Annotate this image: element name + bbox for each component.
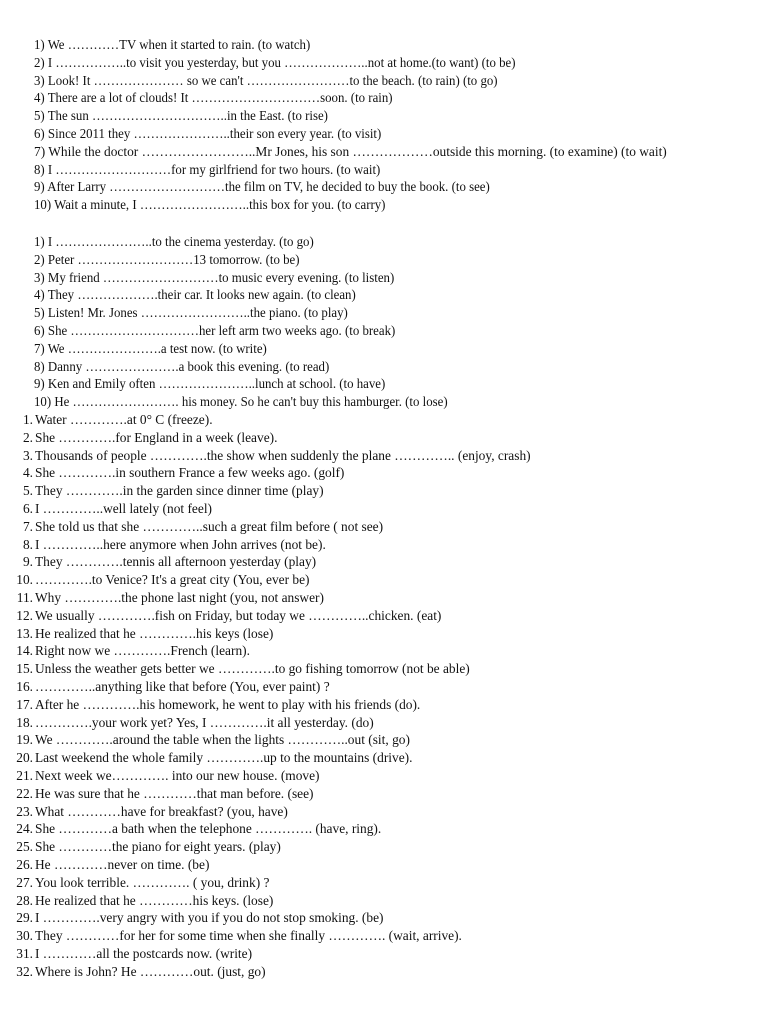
exercise-line: 8) I ………………………for my girlfriend for two hours. (to wait): [34, 161, 381, 177]
exercise-line: 10) Wait a minute, I ……………………..this box for you. (to carry): [34, 197, 386, 213]
exercise-line: 1) I …………………..to the cinema yesterday. (to go): [34, 234, 314, 249]
exercise-line: 6) She …………………………her left arm two weeks ago. (to break): [34, 322, 396, 338]
exercise-line: 9) Ken and Emily often …………………..lunch at school. (to have): [34, 376, 386, 392]
numbered-exercise-item: [0, 536, 750, 554]
numbered-exercise-item: [0, 714, 750, 732]
item-number: 1.: [22, 412, 33, 427]
item-number: 15.: [16, 661, 33, 677]
item-number: 8.: [22, 536, 33, 552]
exercise-line: 2) Peter ………………………13 tomorrow. (to be): [34, 251, 300, 267]
numbered-exercise-item: [0, 909, 750, 927]
numbered-exercise-item: [0, 696, 750, 714]
numbered-exercise-item: [0, 500, 750, 518]
numbered-exercise-item: [0, 785, 750, 803]
item-number: 13.: [16, 625, 33, 641]
item-text: ………….your work yet? Yes, I ………….it all yesterday. (do): [35, 714, 374, 730]
item-text: They ………….tennis all afternoon yesterday (play): [35, 554, 317, 570]
item-number: 18.: [16, 714, 33, 730]
item-text: She told us that she …………..such a great film before ( not see): [35, 518, 384, 534]
item-text: I …………all the postcards now. (write): [35, 945, 253, 961]
item-text: …………..anything like that before (You, ever paint) ?: [35, 678, 330, 694]
item-number: 27.: [16, 874, 33, 890]
item-number: 12.: [16, 607, 33, 623]
item-number: 5.: [22, 483, 33, 499]
item-text: He realized that he …………his keys. (lose): [35, 892, 274, 908]
item-number: 16.: [16, 678, 33, 694]
item-number: 20.: [16, 750, 33, 766]
item-number: 32.: [16, 963, 33, 979]
item-text: They ………….in the garden since dinner time (play): [35, 483, 324, 499]
exercise-line: 4) There are a lot of clouds! It …………………………soon. (to rain): [34, 90, 393, 106]
numbered-exercise-item: [0, 571, 750, 589]
item-text: Water ………….at 0° C (freeze).: [35, 412, 213, 427]
item-text: Right now we ………….French (learn).: [35, 643, 250, 659]
exercise-line: 7) While the doctor ……………………..Mr Jones, his son ………………outside this morning. (to examine) (to wait): [34, 143, 667, 159]
exercise-line: 8) Danny ………………….a book this evening. (to read): [34, 358, 330, 374]
item-text: We ………….around the table when the lights …………..out (sit, go): [35, 732, 410, 748]
item-text: Last weekend the whole family ………….up to the mountains (drive).: [35, 750, 413, 766]
item-text: He …………never on time. (be): [35, 856, 210, 872]
item-number: 26.: [16, 856, 33, 872]
numbered-exercise-item: [0, 553, 750, 571]
item-number: 17.: [16, 696, 33, 712]
numbered-exercise-item: [0, 411, 750, 429]
exercise-line: 3) Look! It ………………… so we can't ……………………to the beach. (to rain) (to go): [34, 72, 498, 88]
item-text: I ………….very angry with you if you do not stop smoking. (be): [35, 910, 384, 926]
numbered-exercise-item: [0, 963, 750, 981]
exercise-section-b: [34, 233, 750, 411]
item-text: I …………..here anymore when John arrives (not be).: [35, 536, 326, 552]
item-number: 21.: [16, 767, 33, 783]
item-text: We usually ………….fish on Friday, but today we …………..chicken. (eat): [35, 607, 442, 623]
numbered-exercise-item: [0, 589, 750, 607]
item-text: She …………a bath when the telephone …………. (have, ring).: [35, 821, 382, 837]
numbered-exercise-item: [0, 856, 750, 874]
exercise-line: 10) He ……………………. his money. So he can't buy this hamburger. (to lose): [34, 394, 448, 410]
numbered-exercise-item: [0, 803, 750, 821]
item-number: 7.: [22, 518, 33, 534]
item-number: 31.: [16, 945, 33, 961]
numbered-exercise-item: [0, 927, 750, 945]
numbered-exercise-item: [0, 820, 750, 838]
exercise-line: 5) Listen! Mr. Jones ……………………..the piano. (to play): [34, 305, 348, 321]
exercise-line: 2) I ……………..to visit you yesterday, but you ………………..not at home.(to want) (to be): [34, 54, 516, 70]
item-text: He realized that he ………….his keys (lose): [35, 625, 274, 641]
item-text: After he ………….his homework, he went to play with his friends (do).: [35, 696, 421, 712]
item-text: They …………for her for some time when she finally …………. (wait, arrive).: [35, 928, 462, 944]
numbered-exercise-item: [0, 642, 750, 660]
numbered-exercise-item: [0, 838, 750, 856]
item-number: 24.: [16, 821, 33, 837]
numbered-exercise-item: [0, 660, 750, 678]
item-number: 4.: [22, 465, 33, 481]
item-text: Unless the weather gets better we ………….to go fishing tomorrow (not be able): [35, 661, 470, 677]
item-number: 14.: [16, 643, 33, 659]
item-text: She ………….for England in a week (leave).: [35, 429, 278, 445]
item-number: 11.: [16, 589, 33, 605]
numbered-exercise-item: [0, 731, 750, 749]
numbered-exercise-item: [0, 767, 750, 785]
exercise-section-a: [34, 36, 750, 214]
numbered-exercise-item: [0, 429, 750, 447]
item-text: Thousands of people ………….the show when suddenly the plane ………….. (enjoy, crash): [35, 447, 531, 463]
item-number: 6.: [22, 500, 33, 516]
item-text: What …………have for breakfast? (you, have): [35, 803, 288, 819]
exercise-line: 5) The sun …………………………..in the East. (to rise): [34, 108, 328, 124]
numbered-exercise-item: [0, 518, 750, 536]
item-number: 10.: [16, 572, 33, 588]
exercise-line: 3) My friend ………………………to music every evening. (to listen): [34, 269, 395, 285]
exercise-line: 6) Since 2011 they …………………..their son every year. (to visit): [34, 125, 382, 141]
item-text: She …………the piano for eight years. (play): [35, 839, 281, 855]
item-number: 29.: [16, 910, 33, 926]
item-text: He was sure that he …………that man before. (see): [35, 785, 314, 801]
exercise-line: 7) We ………………….a test now. (to write): [34, 340, 267, 356]
numbered-exercise-item: [0, 607, 750, 625]
item-number: 23.: [16, 803, 33, 819]
numbered-exercise-item: [0, 625, 750, 643]
item-number: 28.: [16, 892, 33, 908]
item-number: 30.: [16, 928, 33, 944]
item-text: Where is John? He …………out. (just, go): [35, 963, 266, 979]
item-text: Why ………….the phone last night (you, not answer): [35, 589, 324, 605]
numbered-exercise-item: [0, 945, 750, 963]
item-number: 22.: [16, 785, 33, 801]
item-text: Next week we…………. into our new house. (move): [35, 767, 320, 783]
numbered-exercise-item: [0, 447, 750, 465]
exercise-line: 4) They ……………….their car. It looks new again. (to clean): [34, 287, 356, 303]
exercise-line: 9) After Larry ………………………the film on TV, he decided to buy the book. (to see): [34, 179, 490, 195]
numbered-exercise-item: [0, 482, 750, 500]
item-number: 25.: [16, 839, 33, 855]
item-number: 9.: [22, 554, 33, 570]
item-text: You look terrible. …………. ( you, drink) ?: [35, 874, 270, 890]
exercise-line: 1) We …………TV when it started to rain. (to watch): [34, 37, 311, 52]
exercise-section-c: [0, 411, 750, 981]
item-number: 2.: [22, 429, 33, 445]
item-text: She ………….in southern France a few weeks ago. (golf): [35, 465, 345, 481]
item-text: I …………..well lately (not feel): [35, 500, 213, 516]
item-text: ………….to Venice? It's a great city (You, ever be): [35, 572, 310, 588]
numbered-exercise-item: [0, 678, 750, 696]
item-number: 19.: [16, 732, 33, 748]
numbered-exercise-item: [0, 874, 750, 892]
numbered-exercise-item: [0, 464, 750, 482]
numbered-exercise-item: [0, 892, 750, 910]
numbered-exercise-item: [0, 749, 750, 767]
item-number: 3.: [22, 447, 33, 463]
